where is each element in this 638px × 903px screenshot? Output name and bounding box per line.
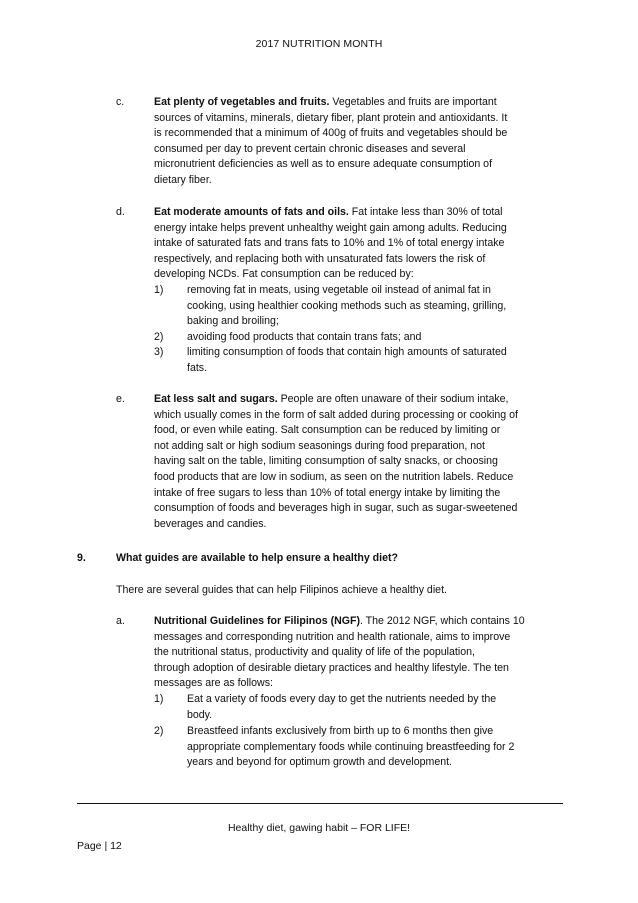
question-number: 9.: [77, 552, 86, 564]
item-a-sub-num: 1): [154, 693, 164, 705]
item-a-sub-text: [187, 724, 547, 771]
item-d-sub-num: 1): [154, 284, 164, 296]
item-d-sub-num: 2): [154, 331, 164, 343]
item-c-line: sources of vitamins, minerals, dietary fiber, plant protein and antioxidants. It: [154, 111, 508, 124]
item-d-text: [154, 205, 544, 283]
sub-line: baking and broiling;: [187, 315, 279, 328]
item-a-sub-num: 2): [154, 725, 164, 737]
item-c-text: [154, 95, 544, 189]
item-e-line: not adding salt or high sodium seasonings during food preparation, not: [154, 439, 485, 452]
item-d-line: developing NCDs. Fat consumption can be reduced by:: [154, 268, 414, 281]
sub-line: body.: [187, 708, 213, 721]
page-number: Page | 12: [77, 840, 122, 852]
sub-line: removing fat in meats, using vegetable oil instead of animal fat in: [187, 284, 491, 296]
sub-line: Eat a variety of foods every day to get the nutrients needed by the: [187, 693, 497, 705]
sub-line: Breastfeed infants exclusively from birth up to 6 months then give: [187, 725, 494, 737]
item-a-line: messages are as follows:: [154, 677, 273, 690]
item-c-line: dietary fiber.: [154, 173, 212, 186]
item-d-line: Fat intake less than 30% of total: [348, 206, 503, 218]
item-a-text: [154, 614, 544, 692]
sub-line: avoiding food products that contain trans fats; and: [187, 331, 422, 343]
item-a-label: a.: [116, 615, 125, 627]
sub-line: appropriate complementary foods while continuing breastfeeding for 2: [187, 740, 515, 753]
item-e-label: e.: [116, 393, 125, 405]
sub-line: fats.: [187, 361, 208, 374]
item-c-line: is recommended that a minimum of 400g of fruits and vegetables should be: [154, 127, 508, 140]
item-c-line: consumed per day to prevent certain chronic diseases and several: [154, 142, 466, 155]
item-e-line: consumption of foods and beverages high in sugar, such as sugar-sweetened: [154, 502, 518, 515]
item-e-line: having salt on the table, limiting consumption of salty snacks, or choosing: [154, 455, 498, 468]
item-e-line: food, or even while eating. Salt consumption can be reduced by limiting or: [154, 424, 501, 437]
item-c-heading: Eat plenty of vegetables and fruits.: [154, 96, 330, 108]
item-d-line: energy intake helps prevent unhealthy weight gain among adults. Reducing: [154, 221, 507, 234]
item-e-heading: Eat less salt and sugars.: [154, 393, 278, 405]
item-d-sub-text: [187, 330, 547, 346]
item-c-label: c.: [116, 96, 125, 108]
item-a-line: the nutritional status, productivity and quality of life of the population,: [154, 646, 475, 659]
question-heading: What guides are available to help ensure a healthy diet?: [116, 552, 398, 564]
item-a-line: through adoption of desirable dietary practices and healthy lifestyle. The ten: [154, 661, 509, 674]
item-e-line: People are often unaware of their sodium intake,: [277, 393, 509, 405]
item-d-sub-text: [187, 345, 547, 376]
item-c-line: micronutrient deficiencies as well as to ensure adequate consumption of: [154, 158, 493, 171]
item-d-sub-num: 3): [154, 346, 164, 358]
page-header: 2017 NUTRITION MONTH: [255, 38, 383, 50]
item-d-heading: Eat moderate amounts of fats and oils.: [154, 206, 349, 218]
item-e-text: [154, 392, 544, 532]
item-a-line: . The 2012 NGF, which contains 10: [359, 615, 525, 627]
item-d-line: respectively, and replacing both with unsaturated fats lowers the risk of: [154, 252, 486, 265]
item-e-line: food products that are low in sodium, as seen on the nutrition labels. Reduce: [154, 470, 514, 483]
item-a-line: messages and corresponding nutrition and health rationale, aims to improve: [154, 630, 511, 643]
sub-line: cooking, using healthier cooking methods such as steaming, grilling,: [187, 299, 507, 312]
footer-divider: [77, 803, 563, 804]
footer-tagline: Healthy diet, gawing habit – FOR LIFE!: [227, 822, 411, 834]
item-a-sub-text: [187, 692, 547, 723]
item-e-line: which usually comes in the form of salt added during processing or cooking of: [154, 408, 518, 421]
item-c-line: Vegetables and fruits are important: [329, 96, 497, 108]
item-a-heading: Nutritional Guidelines for Filipinos (NGF): [154, 615, 360, 627]
sub-line: years and beyond for optimum growth and development.: [187, 756, 452, 769]
item-e-line: beverages and candies.: [154, 517, 267, 530]
item-d-sub-text: [187, 283, 547, 330]
item-d-label: d.: [116, 206, 125, 218]
item-e-line: intake of free sugars to less than 10% of total energy intake by limiting the: [154, 486, 501, 499]
item-d-line: intake of saturated fats and trans fats to 10% and 1% of total energy intake: [154, 237, 505, 250]
question-intro: There are several guides that can help Filipinos achieve a healthy diet.: [116, 584, 447, 596]
sub-line: limiting consumption of foods that contain high amounts of saturated: [187, 346, 507, 358]
